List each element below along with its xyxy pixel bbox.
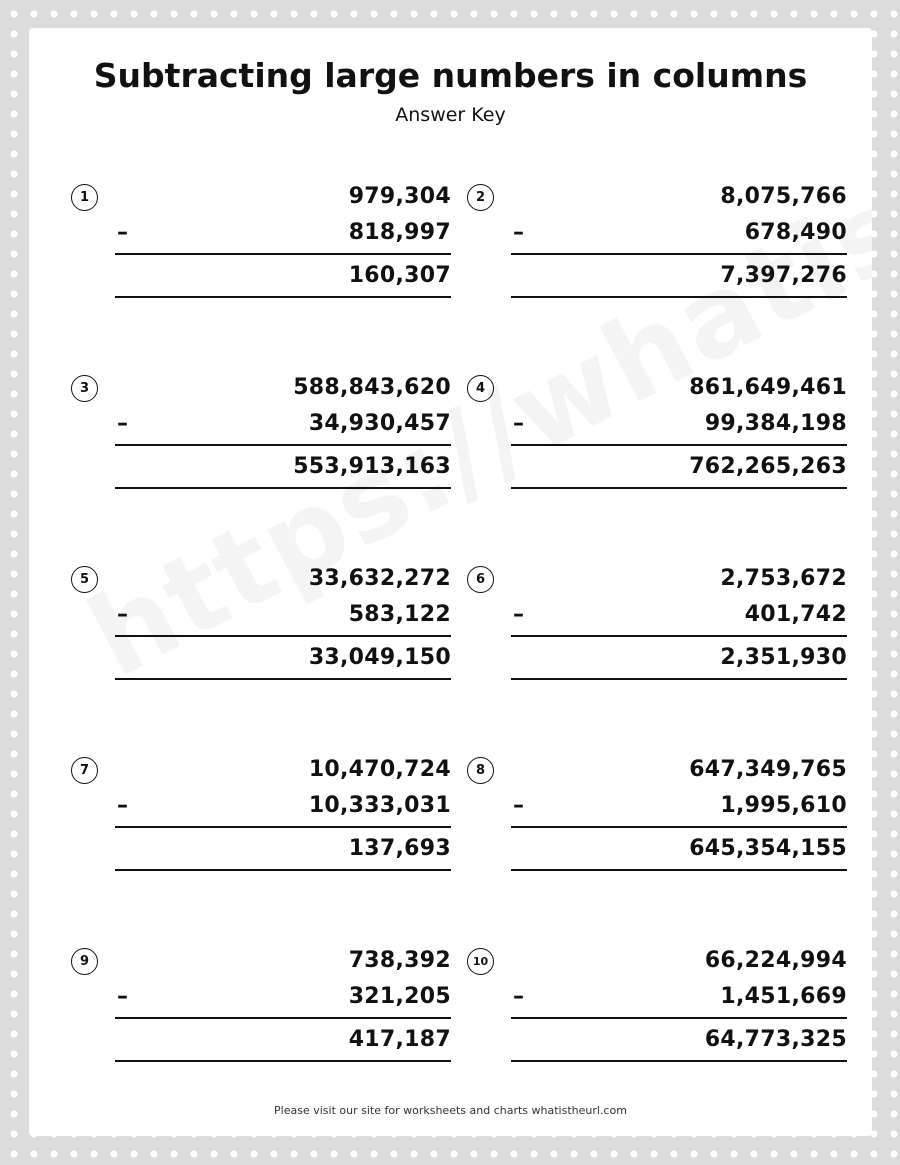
worksheet-page — [29, 28, 872, 1136]
page-title: Subtracting large numbers in columns — [93, 56, 808, 95]
problem-number-badge: 10 — [467, 948, 494, 975]
problem-5 — [71, 566, 451, 696]
subtraction-line — [511, 826, 847, 828]
problem-number-badge: 3 — [71, 375, 98, 402]
minuend: 979,304 — [348, 184, 451, 209]
subtraction-line — [511, 1017, 847, 1019]
difference: 2,351,930 — [720, 645, 847, 670]
subtrahend: 1,451,669 — [720, 984, 847, 1009]
problem-7 — [71, 757, 451, 887]
page-subtitle: Answer Key — [395, 104, 506, 126]
problem-number-badge: 6 — [467, 566, 494, 593]
minus-sign: – — [117, 220, 128, 245]
problem-1 — [71, 184, 451, 314]
minuend: 2,753,672 — [720, 566, 847, 591]
answer-line — [115, 869, 451, 871]
footer-note: Please visit our site for worksheets and charts whatistheurl.com — [274, 1104, 627, 1117]
minuend: 10,470,724 — [308, 757, 451, 782]
subtrahend: 401,742 — [744, 602, 847, 627]
problem-9 — [71, 948, 451, 1078]
problem-10 — [467, 948, 847, 1078]
subtraction-line — [115, 444, 451, 446]
difference: 645,354,155 — [689, 836, 847, 861]
minuend: 738,392 — [348, 948, 451, 973]
difference: 7,397,276 — [720, 263, 847, 288]
subtrahend: 10,333,031 — [308, 793, 451, 818]
answer-line — [115, 296, 451, 298]
subtrahend: 1,995,610 — [720, 793, 847, 818]
subtraction-line — [115, 826, 451, 828]
subtraction-line — [511, 253, 847, 255]
difference: 137,693 — [348, 836, 451, 861]
problem-number-badge: 4 — [467, 375, 494, 402]
minus-sign: – — [513, 220, 524, 245]
minus-sign: – — [513, 984, 524, 1009]
answer-line — [511, 487, 847, 489]
subtrahend: 321,205 — [348, 984, 451, 1009]
subtraction-line — [115, 253, 451, 255]
answer-line — [511, 1060, 847, 1062]
difference: 553,913,163 — [293, 454, 451, 479]
problem-8 — [467, 757, 847, 887]
answer-line — [115, 678, 451, 680]
minuend: 8,075,766 — [720, 184, 847, 209]
minus-sign: – — [513, 793, 524, 818]
minuend: 588,843,620 — [293, 375, 451, 400]
difference: 33,049,150 — [308, 645, 451, 670]
problem-number-badge: 1 — [71, 184, 98, 211]
subtrahend: 678,490 — [744, 220, 847, 245]
problem-number-badge: 9 — [71, 948, 98, 975]
difference: 762,265,263 — [689, 454, 847, 479]
problem-number-badge: 2 — [467, 184, 494, 211]
difference: 64,773,325 — [704, 1027, 847, 1052]
minus-sign: – — [117, 984, 128, 1009]
difference: 160,307 — [348, 263, 451, 288]
subtrahend: 99,384,198 — [704, 411, 847, 436]
problem-3 — [71, 375, 451, 505]
minus-sign: – — [117, 793, 128, 818]
problem-number-badge: 5 — [71, 566, 98, 593]
subtraction-line — [115, 1017, 451, 1019]
minus-sign: – — [513, 602, 524, 627]
answer-line — [511, 678, 847, 680]
subtrahend: 583,122 — [348, 602, 451, 627]
difference: 417,187 — [348, 1027, 451, 1052]
problem-6 — [467, 566, 847, 696]
minus-sign: – — [513, 411, 524, 436]
problem-number-badge: 8 — [467, 757, 494, 784]
minus-sign: – — [117, 411, 128, 436]
minuend: 861,649,461 — [689, 375, 847, 400]
answer-line — [115, 1060, 451, 1062]
problem-2 — [467, 184, 847, 314]
subtraction-line — [511, 444, 847, 446]
minuend: 647,349,765 — [689, 757, 847, 782]
subtrahend: 818,997 — [348, 220, 451, 245]
answer-line — [115, 487, 451, 489]
problem-number-badge: 7 — [71, 757, 98, 784]
answer-line — [511, 296, 847, 298]
answer-line — [511, 869, 847, 871]
problem-4 — [467, 375, 847, 505]
minuend: 66,224,994 — [704, 948, 847, 973]
subtraction-line — [115, 635, 451, 637]
subtrahend: 34,930,457 — [308, 411, 451, 436]
minuend: 33,632,272 — [308, 566, 451, 591]
subtraction-line — [511, 635, 847, 637]
minus-sign: – — [117, 602, 128, 627]
